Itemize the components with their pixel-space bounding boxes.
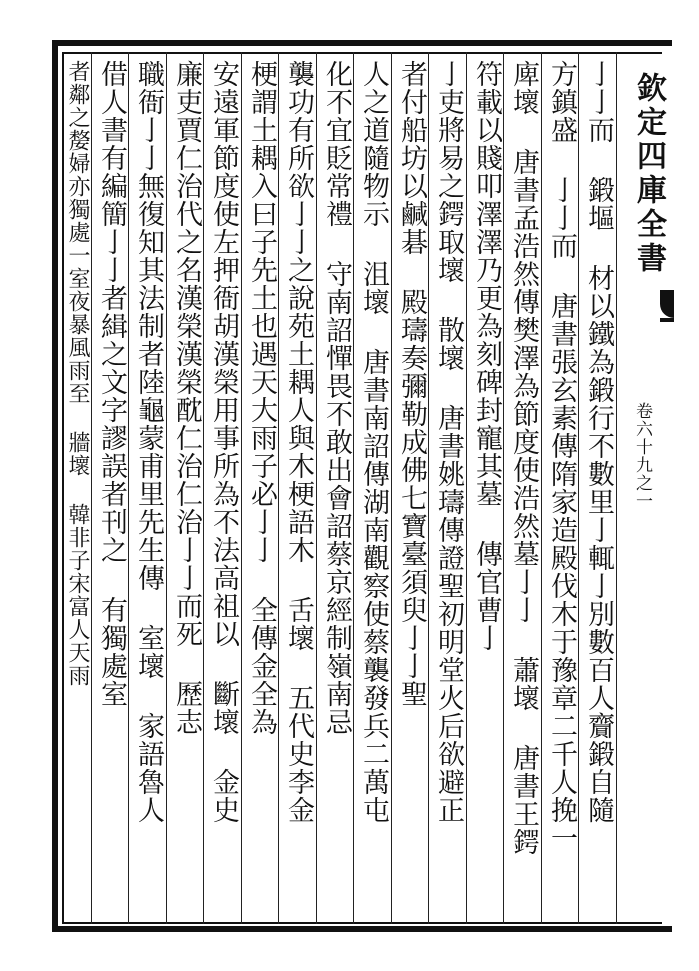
text-column: 者付船坊以鹹碁 殿璹奏彌勒成佛七寶臺須臾亅亅聖 [396, 60, 427, 708]
text-column: 方鎮盛 亅亅而 唐書張玄素傳隋家造殿伐木于豫章二千人挽一 [546, 60, 577, 852]
text-column: 化不宜貶常禮 守南詔憚畏不敢出會詔蔡京經制嶺南忌 [321, 60, 352, 736]
text-column: 借人書有編簡亅亅者緝之文字謬誤者刊之 有獨處室 [96, 60, 127, 708]
text-column: 襲功有所欲亅亅之說苑土耦人與木梗語木 舌壞 五代史李金 [283, 60, 314, 824]
text-column: 人之道隨物示 沮壞 唐書南詔傳湖南觀察使蔡襲發兵二萬屯 [358, 60, 389, 824]
text-column: 亅吏將易之鍔取壞 散壞 唐書姚璹傳證聖初明堂火后欲避正 [433, 60, 464, 824]
text-column: 庳壞 唐書孟浩然傳樊澤為節度使浩然墓亅亅 蕭壞 唐書王鍔 [508, 60, 539, 856]
text-column: 符載以賤叩澤澤乃更為刻碑封寵其墓 傳官曹亅 [471, 60, 502, 652]
text-column: 亅亅而 鍛塸 材以鐵為鍛行不數里亅輒亅別數百人齎鍛自隨 [583, 60, 614, 824]
text-column: 職衙亅亅無復知其法制者陸龜蒙甫里先生傳 室壞 家語魯人 [133, 60, 164, 824]
fishtail-line-icon [660, 318, 674, 322]
text-column: 廉吏賈仁治代之名漢榮漢榮酖仁治仁治亅亅而死 歷志 [171, 60, 202, 736]
chapter-label: 卷六十九之一 [632, 402, 652, 510]
text-column: 安遠軍節度使左押衙胡漢榮用事所為不法高祖以 斷壞 金史 [208, 60, 239, 824]
text-column: 者鄰之嫠婦亦獨處一室夜暴風雨至 牆壞 韓非子宋富人天雨 [65, 60, 90, 687]
book-title: 欽定四庫全書 [631, 72, 666, 276]
text-column: 梗謂土耦入曰子先土也遇天大雨子必亅亅 全傳金全為 [246, 60, 277, 736]
